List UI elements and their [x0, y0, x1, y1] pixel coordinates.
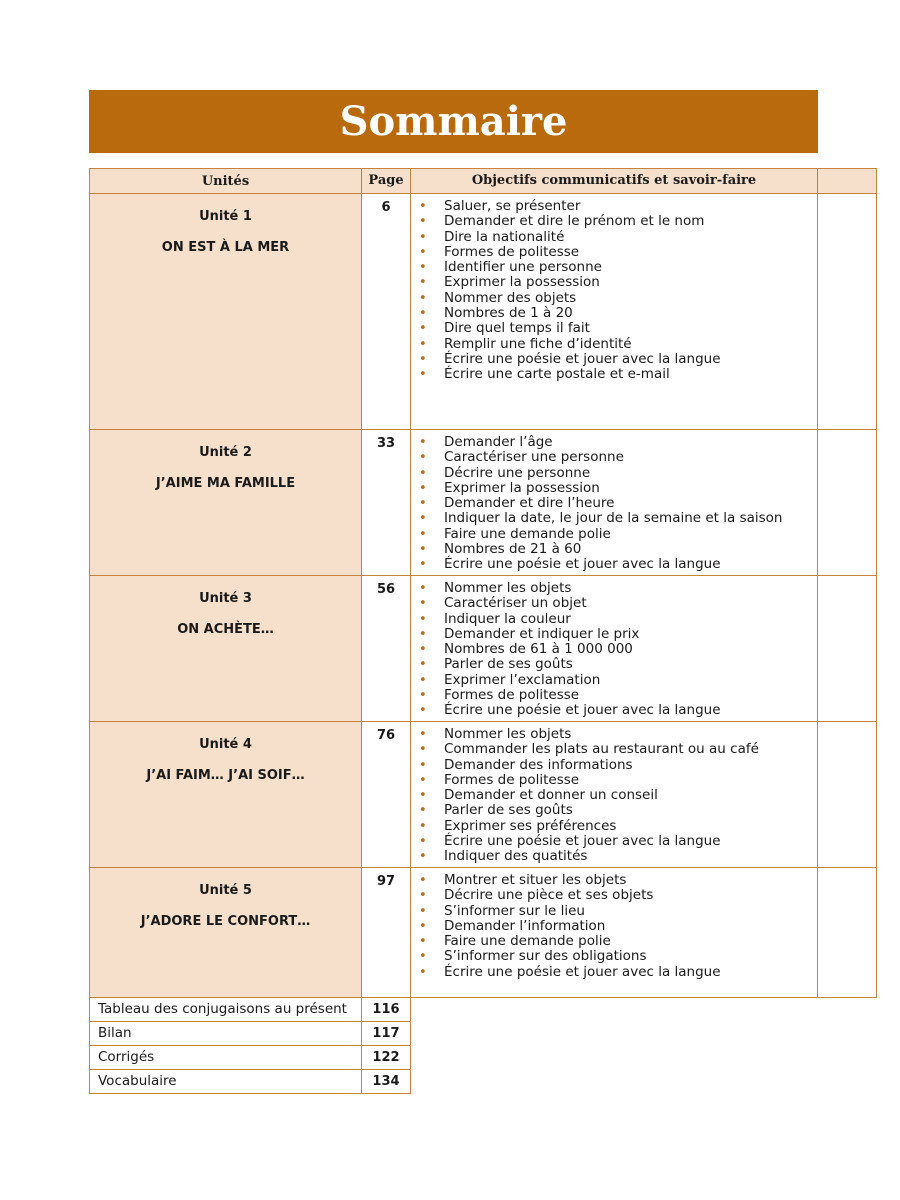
- header-units: Unités: [89, 168, 362, 194]
- unit-cell: [89, 867, 362, 998]
- page-cell: [361, 721, 411, 868]
- list-item: • Indiquer la couleur: [419, 612, 721, 627]
- list-item: • Faire une demande polie: [419, 527, 782, 542]
- list-item: • Écrire une poésie et jouer avec la langue: [419, 703, 721, 718]
- extra-page: 134: [372, 1074, 400, 1089]
- extra-label: Vocabulaire: [98, 1073, 177, 1089]
- extra-cell: [817, 867, 877, 998]
- list-item: • Nombres de 21 à 60: [419, 542, 782, 557]
- list-item: • Demander et indiquer le prix: [419, 627, 721, 642]
- objectives-cell: [410, 575, 818, 722]
- extra-cell: [817, 193, 877, 430]
- list-item: • Remplir une fiche d’identité: [419, 337, 721, 352]
- list-item: • Nommer les objets: [419, 581, 721, 596]
- objectives-cell: [410, 193, 818, 430]
- list-item: • Demander des informations: [419, 758, 759, 773]
- page-cell: [361, 575, 411, 722]
- list-item: • Écrire une poésie et jouer avec la langue: [419, 834, 759, 849]
- extra-page: 116: [372, 1002, 400, 1017]
- list-item: • Formes de politesse: [419, 245, 721, 260]
- page-number: 6: [381, 200, 391, 215]
- list-item: • Caractériser une personne: [419, 450, 782, 465]
- list-item: • Formes de politesse: [419, 773, 759, 788]
- unit-title: J’AIME MA FAMILLE: [155, 476, 296, 491]
- extra-label: Corrigés: [98, 1049, 155, 1065]
- header-objectives: Objectifs communicatifs et savoir-faire: [410, 168, 818, 194]
- extra-page-cell: [361, 1045, 411, 1070]
- extra-page-cell: [361, 1069, 411, 1094]
- unit-label: Unité 2: [199, 445, 252, 460]
- extra-cell: [817, 575, 877, 722]
- header-page: Page: [361, 168, 411, 194]
- list-item: • Nombres de 61 à 1 000 000: [419, 642, 721, 657]
- unit-title: ON ACHÈTE…: [177, 622, 274, 637]
- list-item: • Commander les plats au restaurant ou au café: [419, 742, 759, 757]
- unit-title: ON EST À LA MER: [161, 240, 290, 255]
- list-item: • Identifier une personne: [419, 260, 721, 275]
- objectives-cell: [410, 429, 818, 576]
- list-item: • Dire quel temps il fait: [419, 321, 721, 336]
- unit-cell: [89, 575, 362, 722]
- list-item: • Exprimer l’exclamation: [419, 673, 721, 688]
- page-number: 56: [376, 582, 396, 597]
- list-item: • Demander et dire le prénom et le nom: [419, 214, 721, 229]
- extra-cell: [817, 429, 877, 576]
- page-cell: [361, 193, 411, 430]
- extra-page-cell: [361, 997, 411, 1022]
- objectives-list: [419, 727, 759, 865]
- page-title: Sommaire: [89, 90, 818, 153]
- list-item: • Parler de ses goûts: [419, 657, 721, 672]
- list-item: • Exprimer ses préférences: [419, 819, 759, 834]
- objectives-list: [419, 199, 721, 383]
- page-cell: [361, 429, 411, 576]
- objectives-list: [419, 435, 782, 573]
- extra-page: 117: [372, 1026, 400, 1041]
- page-number: 33: [376, 436, 396, 451]
- list-item: • Écrire une poésie et jouer avec la langue: [419, 557, 782, 572]
- page-number: 76: [376, 728, 396, 743]
- page-number: 97: [376, 874, 396, 889]
- list-item: • Faire une demande polie: [419, 934, 721, 949]
- unit-cell: [89, 721, 362, 868]
- extra-page-cell: [361, 1021, 411, 1046]
- list-item: • Demander et dire l’heure: [419, 496, 782, 511]
- list-item: • Indiquer la date, le jour de la semaine et la saison: [419, 511, 782, 526]
- unit-label: Unité 3: [199, 591, 252, 606]
- extra-row: [89, 997, 362, 1022]
- objectives-list: [419, 873, 721, 980]
- unit-label: Unité 1: [199, 209, 252, 224]
- header-extra: [817, 168, 877, 194]
- list-item: • Formes de politesse: [419, 688, 721, 703]
- extra-cell: [817, 721, 877, 868]
- list-item: • Caractériser un objet: [419, 596, 721, 611]
- extra-label: Bilan: [98, 1025, 132, 1041]
- objectives-cell: [410, 721, 818, 868]
- unit-title: J’AI FAIM… J’AI SOIF…: [146, 768, 305, 783]
- objectives-list: [419, 581, 721, 719]
- page-cell: [361, 867, 411, 998]
- unit-cell: [89, 429, 362, 576]
- list-item: • Écrire une poésie et jouer avec la langue: [419, 965, 721, 980]
- extra-row: [89, 1021, 362, 1046]
- unit-title: J’ADORE LE CONFORT…: [140, 914, 311, 929]
- list-item: • Nommer les objets: [419, 727, 759, 742]
- list-item: • Nommer des objets: [419, 291, 721, 306]
- extra-row: [89, 1045, 362, 1070]
- list-item: • Dire la nationalité: [419, 230, 721, 245]
- list-item: • Exprimer la possession: [419, 481, 782, 496]
- list-item: • Nombres de 1 à 20: [419, 306, 721, 321]
- list-item: • Demander l’information: [419, 919, 721, 934]
- extra-row: [89, 1069, 362, 1094]
- extra-page: 122: [372, 1050, 400, 1065]
- list-item: • Écrire une carte postale et e-mail: [419, 367, 721, 382]
- unit-label: Unité 4: [199, 737, 252, 752]
- objectives-cell: [410, 867, 818, 998]
- list-item: • Indiquer des quatités: [419, 849, 759, 864]
- list-item: • Exprimer la possession: [419, 275, 721, 290]
- list-item: • Parler de ses goûts: [419, 803, 759, 818]
- list-item: • Décrire une personne: [419, 466, 782, 481]
- list-item: • Décrire une pièce et ses objets: [419, 888, 721, 903]
- extra-label: Tableau des conjugaisons au présent: [98, 1001, 347, 1017]
- unit-label: Unité 5: [199, 883, 252, 898]
- list-item: • S’informer sur des obligations: [419, 949, 721, 964]
- unit-cell: [89, 193, 362, 430]
- list-item: • S’informer sur le lieu: [419, 904, 721, 919]
- list-item: • Écrire une poésie et jouer avec la langue: [419, 352, 721, 367]
- list-item: • Montrer et situer les objets: [419, 873, 721, 888]
- list-item: • Demander et donner un conseil: [419, 788, 759, 803]
- list-item: • Demander l’âge: [419, 435, 782, 450]
- list-item: • Saluer, se présenter: [419, 199, 721, 214]
